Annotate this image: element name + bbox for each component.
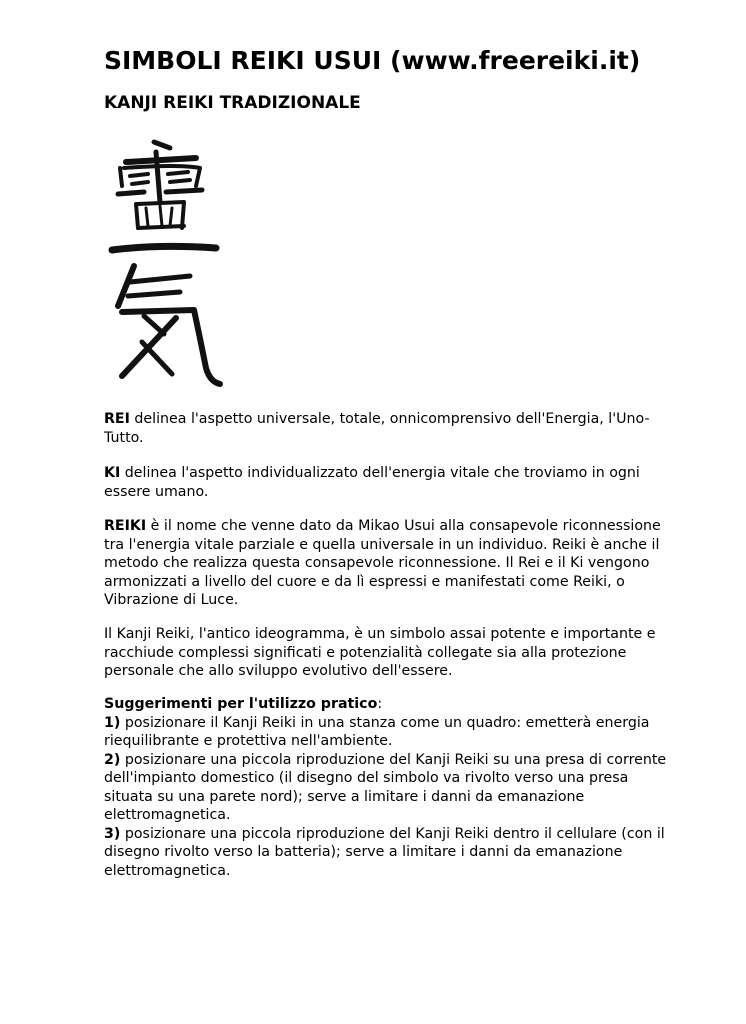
document-subtitle: KANJI REIKI TRADIZIONALE bbox=[104, 93, 361, 113]
paragraph-kanji-line1: Il Kanji Reiki, l'antico ideogramma, è un simbolo assai potente e importante e bbox=[104, 626, 656, 642]
term-rei: REI bbox=[104, 411, 130, 427]
suggestion-2-text: posizionare una piccola riproduzione del Kanji Reiki su una presa di corrente bbox=[120, 751, 667, 768]
suggestion-3-number: 3) bbox=[104, 825, 121, 842]
paragraph-kanji-reiki bbox=[104, 625, 704, 681]
suggestion-3-line1 bbox=[104, 825, 704, 844]
paragraph-kanji-line2: racchiude complessi significati e potenzialità collegate sia alla protezione bbox=[104, 644, 627, 661]
suggestion-1-line2: riequilibrante e protettiva nell'ambiente. bbox=[104, 733, 393, 749]
reiki-text-1: è il nome che venne dato da Mikao Usui alla consapevole riconnessione bbox=[146, 518, 661, 534]
term-ki: KI bbox=[104, 465, 121, 481]
suggestion-3-text: posizionare una piccola riproduzione del Kanji Reiki dentro il cellulare (con il bbox=[120, 825, 665, 842]
suggestions-heading: Suggerimenti per l'utilizzo pratico bbox=[104, 696, 378, 712]
suggestions-heading-line bbox=[104, 695, 704, 714]
paragraph-ki bbox=[104, 464, 704, 501]
paragraph-ki-line2: essere umano. bbox=[104, 483, 209, 500]
document-title: SIMBOLI REIKI USUI (www.freereiki.it) bbox=[104, 46, 641, 75]
suggestions-section bbox=[104, 695, 704, 880]
paragraph-rei bbox=[104, 410, 704, 447]
suggestion-1-line1 bbox=[104, 714, 704, 733]
paragraph-kanji-line3: personale che allo sviluppo evolutivo dell'essere. bbox=[104, 663, 453, 679]
suggestion-1-text: posizionare il Kanji Reiki in una stanza come un quadro: emetterà energia bbox=[120, 714, 650, 731]
paragraph-reiki-line1 bbox=[104, 517, 704, 536]
paragraph-rei-line1 bbox=[104, 410, 704, 429]
kanji-calligraphy-svg bbox=[108, 138, 228, 390]
paragraph-reiki-line3: metodo che realizza questa consapevole riconnessione. Il Rei e il Ki vengono bbox=[104, 555, 650, 571]
suggestion-2-line1 bbox=[104, 751, 704, 770]
paragraph-reiki bbox=[104, 517, 704, 610]
reiki-kanji-icon bbox=[108, 138, 228, 390]
rei-text-1: delinea l'aspetto universale, totale, onnicomprensivo dell'Energia, l'Uno- bbox=[129, 411, 650, 427]
paragraph-rei-line2: Tutto. bbox=[104, 429, 144, 446]
paragraph-reiki-line2: tra l'energia vitale parziale e quella universale in un individuo. Reiki è anche il bbox=[104, 536, 660, 553]
suggestion-2-line2: dell'impianto domestico (il disegno del simbolo va rivolto verso una presa bbox=[104, 770, 629, 786]
suggestion-2-number: 2) bbox=[104, 751, 121, 768]
ki-text-1: delinea l'aspetto individualizzato dell'energia vitale che troviamo in ogni bbox=[120, 465, 640, 481]
suggestion-3-line2: disegno rivolto verso la batteria); serve a limitare i danni da emanazione bbox=[104, 844, 623, 860]
suggestion-3-line3: elettromagnetica. bbox=[104, 862, 231, 879]
term-reiki: REIKI bbox=[104, 518, 147, 534]
suggestion-2-line4: elettromagnetica. bbox=[104, 807, 231, 823]
paragraph-reiki-line5: Vibrazione di Luce. bbox=[104, 592, 239, 608]
paragraph-reiki-line4: armonizzati a livello del cuore e da lì espressi e manifestati come Reiki, o bbox=[104, 573, 625, 590]
suggestions-colon: : bbox=[377, 696, 383, 712]
suggestion-1-number: 1) bbox=[104, 714, 121, 731]
suggestion-2-line3: situata su una parete nord); serve a limitare i danni da emanazione bbox=[104, 788, 585, 805]
paragraph-ki-line1 bbox=[104, 464, 704, 483]
